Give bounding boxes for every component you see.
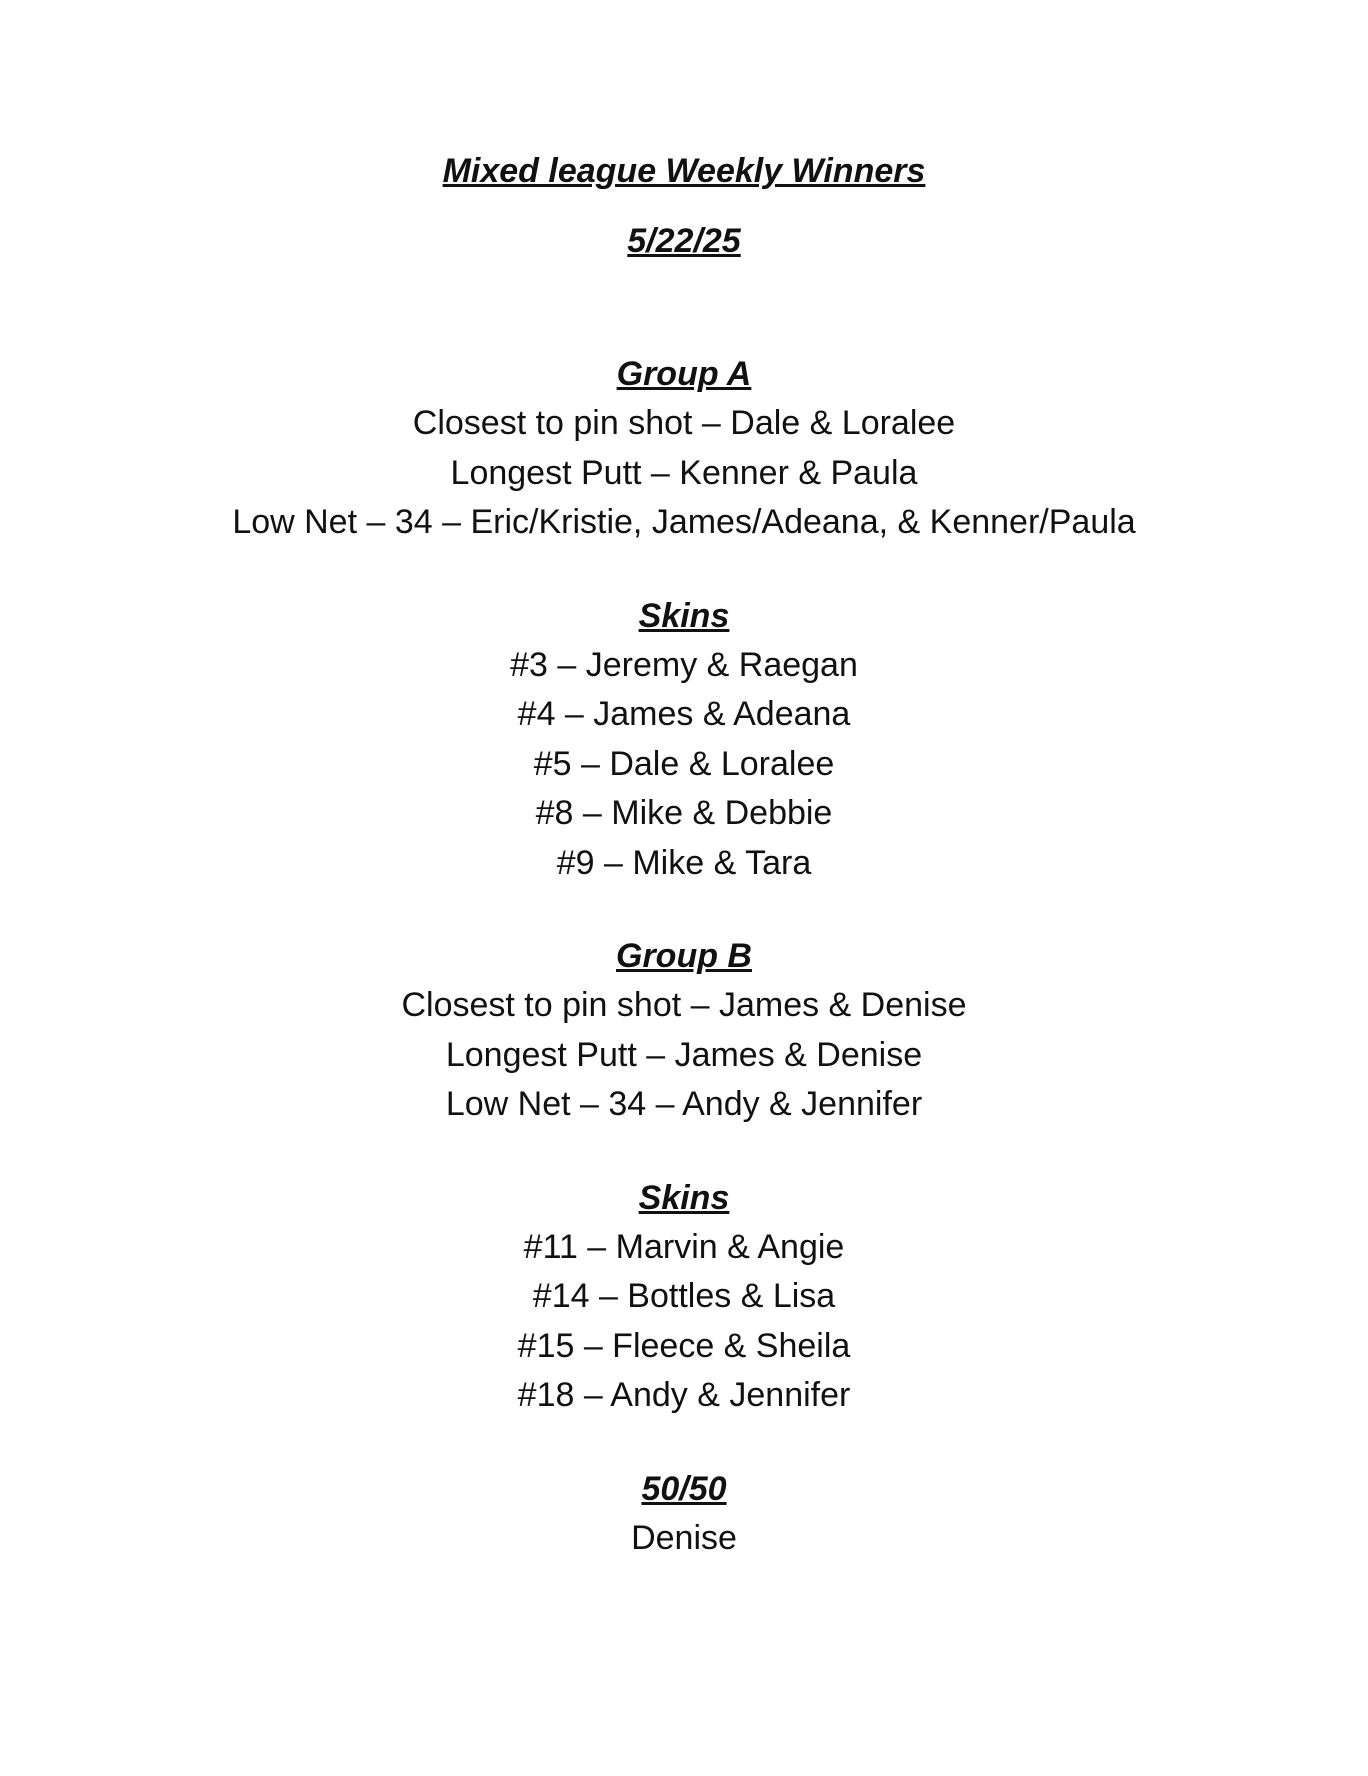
skins-a-item: #3 – Jeremy & Raegan: [510, 645, 858, 684]
skins-b-section: [0, 1174, 1368, 1421]
skins-a-item: #5 – Dale & Loralee: [533, 744, 835, 783]
fifty-fifty-winner: Denise: [631, 1518, 737, 1557]
skins-b-item: #11 – Marvin & Angie: [523, 1227, 845, 1266]
group-a-low-net: Low Net – 34 – Eric/Kristie, James/Adeana, & Kenner/Paula: [232, 503, 1136, 541]
group-b-longest-putt: Longest Putt – James & Denise: [445, 1035, 923, 1074]
skins-b-item: #14 – Bottles & Lisa: [532, 1277, 836, 1315]
group-a-longest-putt: Longest Putt – Kenner & Paula: [450, 453, 918, 492]
group-b-heading: Group B: [616, 937, 752, 975]
group-a-section: [0, 350, 1368, 548]
skins-a-item: #4 – James & Adeana: [517, 695, 851, 733]
skins-a-section: [0, 592, 1368, 889]
skins-b-item: #15 – Fleece & Sheila: [517, 1326, 851, 1365]
skins-a-heading: Skins: [638, 596, 730, 635]
skins-a-item: #8 – Mike & Debbie: [535, 794, 833, 832]
group-b-closest-to-pin: Closest to pin shot – James & Denise: [401, 986, 967, 1024]
group-b-section: [0, 932, 1368, 1130]
group-b-low-net: Low Net – 34 – Andy & Jennifer: [445, 1085, 923, 1123]
group-a-closest-to-pin: Closest to pin shot – Dale & Loralee: [412, 404, 956, 442]
group-a-heading: Group A: [616, 355, 752, 393]
document-date: 5/22/25: [627, 222, 741, 260]
skins-a-item: #9 – Mike & Tara: [556, 843, 812, 882]
document-title: Mixed league Weekly Winners: [442, 152, 926, 190]
fifty-fifty-heading: 50/50: [641, 1469, 727, 1508]
document-content: [0, 150, 1368, 1563]
fifty-fifty-section: [0, 1465, 1368, 1564]
skins-b-item: #18 – Andy & Jennifer: [517, 1376, 851, 1414]
skins-b-heading: Skins: [638, 1178, 730, 1217]
